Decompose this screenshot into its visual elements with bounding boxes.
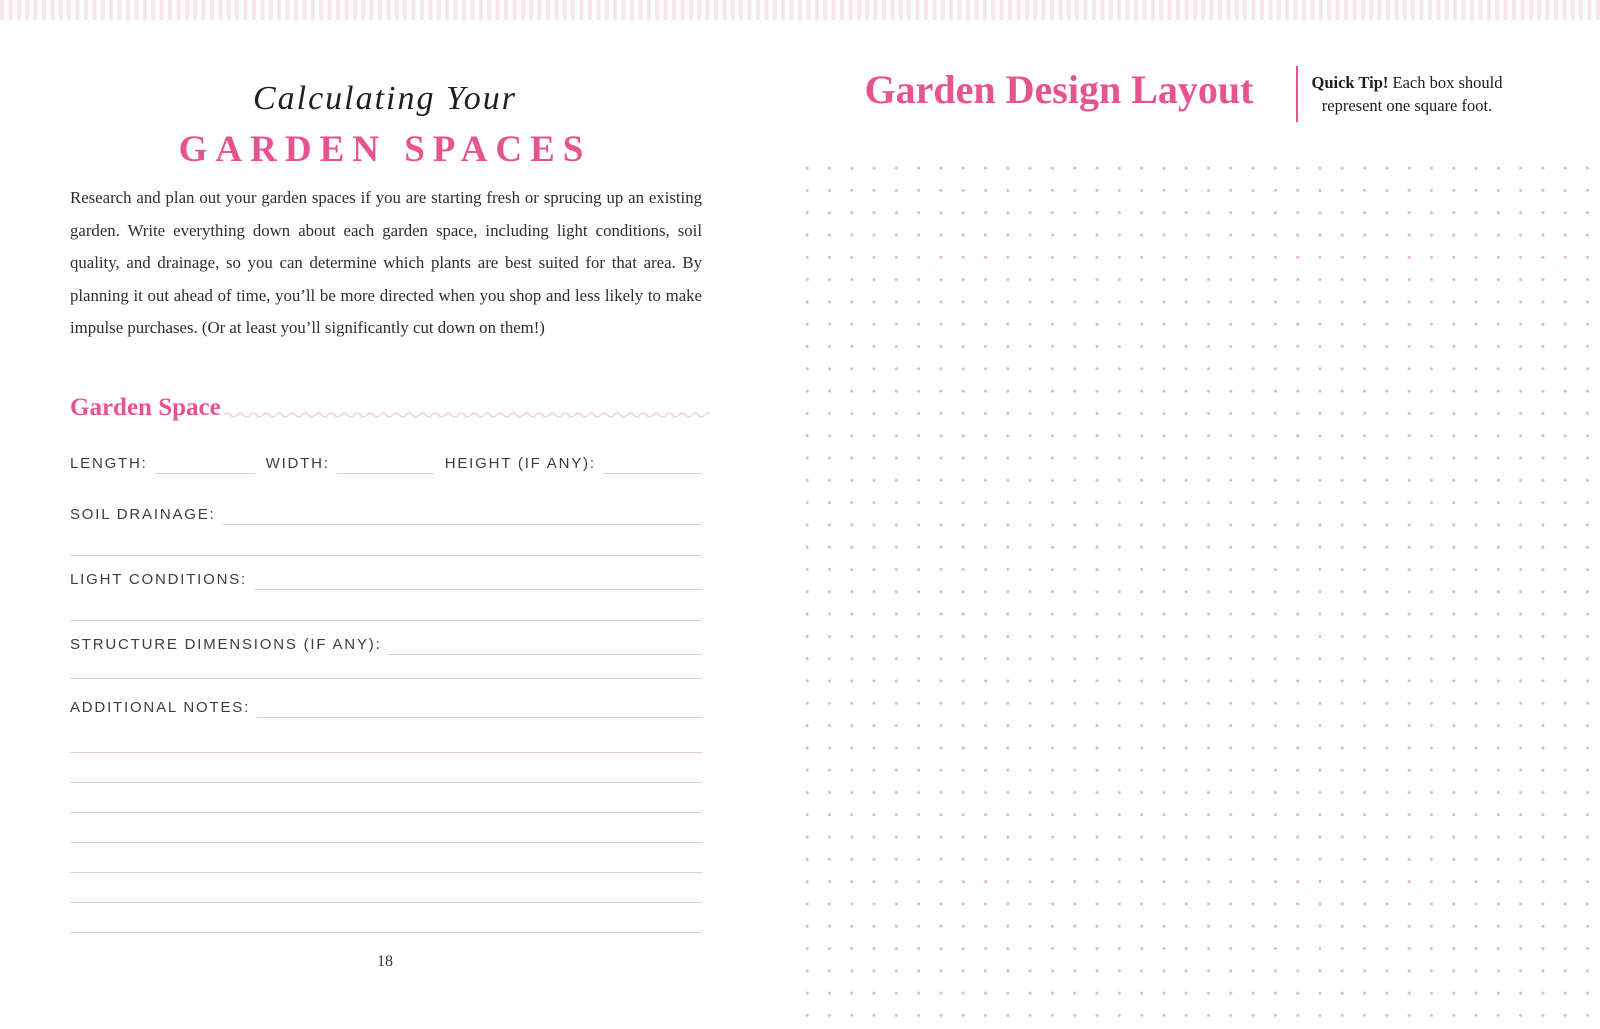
section-title: Garden Space	[70, 394, 221, 421]
page-number: 18	[377, 953, 393, 970]
decorative-stripe-border	[0, 0, 1600, 20]
width-label: WIDTH:	[265, 455, 330, 472]
width-input-line	[337, 455, 434, 474]
light-conditions-row	[70, 568, 702, 590]
dimensions-row	[70, 452, 702, 474]
squiggle-divider-line	[224, 409, 710, 419]
soil-drainage-input-line	[223, 506, 702, 525]
structure-dimensions-input-line	[389, 636, 702, 655]
writing-line	[70, 678, 702, 679]
light-conditions-input-line	[254, 571, 702, 590]
writing-line	[70, 620, 702, 621]
writing-line	[70, 812, 702, 813]
light-conditions-label: LIGHT CONDITIONS:	[70, 571, 248, 588]
page-title-main: GARDEN SPACES	[178, 129, 592, 170]
writing-line	[70, 555, 702, 556]
additional-notes-row	[70, 696, 702, 718]
writing-line	[70, 782, 702, 783]
writing-line	[70, 932, 702, 933]
tip-divider-line	[1296, 66, 1298, 122]
structure-dimensions-label: STRUCTURE DIMENSIONS (IF ANY):	[70, 636, 382, 653]
quick-tip-text: Each box should represent one square foot.	[1321, 73, 1503, 115]
quick-tip	[1301, 71, 1513, 117]
writing-line	[70, 842, 702, 843]
additional-notes-input-line	[257, 699, 702, 718]
writing-line	[70, 902, 702, 903]
height-input-line	[603, 455, 702, 474]
right-page-title: Garden Design Layout	[864, 67, 1254, 112]
height-label: HEIGHT (IF ANY):	[444, 455, 596, 472]
length-label: LENGTH:	[70, 455, 148, 472]
intro-paragraph: Research and plan out your garden spaces if you are starting fresh or sprucing up an existing garden. Write everything down about each garden space, including light conditions, soil quality, and drainage, so you can determine which plants are best suited for that area. By planning it out ahead of time, you’ll be more directed when you shop and less likely to make impulse purchases. (Or at least you’ll significantly cut down on them!)	[70, 188, 702, 337]
page-title-script: Calculating Your	[252, 80, 518, 117]
additional-notes-label: ADDITIONAL NOTES:	[70, 699, 251, 716]
length-input-line	[155, 455, 255, 474]
structure-dimensions-row	[70, 633, 702, 655]
soil-drainage-label: SOIL DRAINAGE:	[70, 506, 216, 523]
writing-line	[70, 872, 702, 873]
soil-drainage-row	[70, 503, 702, 525]
dot-grid-design-area	[796, 157, 1597, 1023]
quick-tip-label: Quick Tip!	[1311, 73, 1389, 92]
writing-line	[70, 752, 702, 753]
